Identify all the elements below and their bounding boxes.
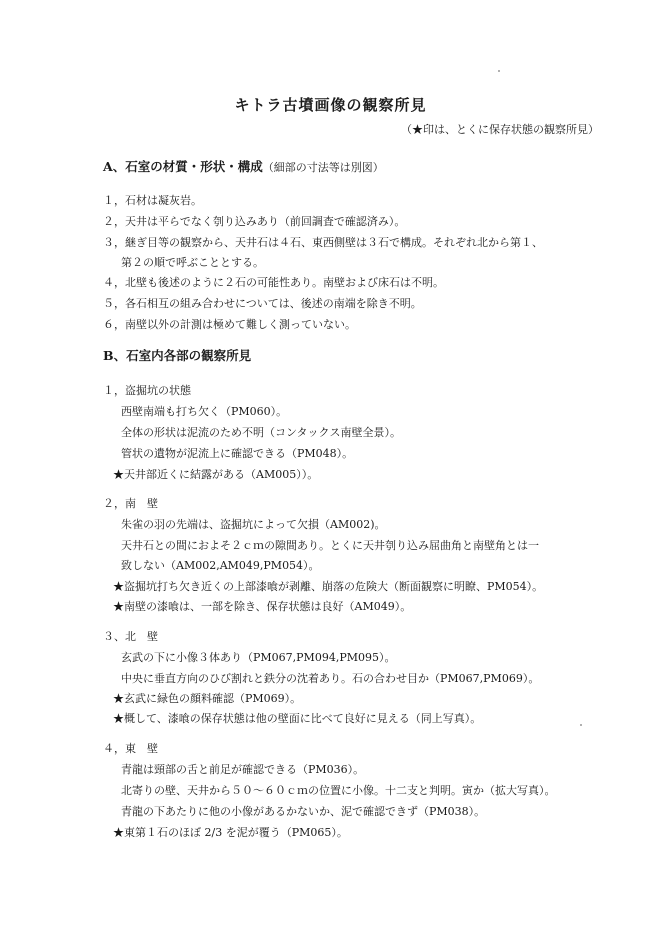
observation-line: 朱雀の羽の先端は、盗掘坑によって欠損（AM002)。 <box>121 518 386 531</box>
section-a-note: （細部の寸法等は別図） <box>262 161 384 174</box>
starred-observation: ★盗掘坑打ち欠き近くの上部漆喰が剥離、崩落の危険大（断面観察に明瞭、PM054）。 <box>113 580 544 593</box>
observation-line: 全体の形状は泥流のため不明（コンタックス南壁全景）。 <box>121 426 401 439</box>
scan-speck <box>498 70 500 72</box>
observation-line: 青龍は頸部の舌と前足が確認できる（PM036）。 <box>121 763 365 776</box>
group-header-south-wall: ２，南 壁 <box>103 497 158 510</box>
observation-line: 中央に垂直方向のひび割れと鉄分の沈着あり。石の合わせ目か（PM067,PM069）。 <box>121 672 540 685</box>
observation-line: 西壁南端も打ち欠く（PM060）。 <box>121 405 288 418</box>
list-item: １，石材は凝灰岩。 <box>103 194 202 207</box>
group-header-east-wall: ４，東 壁 <box>103 742 158 755</box>
page-title: キトラ古墳画像の観察所見 <box>234 96 427 114</box>
observation-line: 北寄りの壁、天井から５０～６０ｃｍの位置に小像。十二支と判明。寅か（拡大写真）。 <box>121 784 556 797</box>
list-item: ２，天井は平らでなく刳り込みあり（前回調査で確認済み）。 <box>103 215 406 228</box>
section-a-title: A、石室の材質・形状・構成 <box>103 159 263 174</box>
observation-line: 致しない（AM002,AM049,PM054）。 <box>121 559 320 572</box>
group-header-tunnel: １，盗掘坑の状態 <box>103 384 191 397</box>
scan-speck <box>580 724 582 726</box>
starred-observation: ★南壁の漆喰は、一部を除き、保存状態は良好（AM049）。 <box>113 600 412 613</box>
observation-line: 玄武の下に小像３体あり（PM067,PM094,PM095）。 <box>121 651 396 664</box>
list-item: ５，各石相互の組み合わせについては、後述の南端を除き不明。 <box>103 297 422 310</box>
starred-observation: ★玄武に緑色の顔料確認（PM069）。 <box>113 692 302 705</box>
starred-observation: ★天井部近くに結露がある（AM005））。 <box>113 468 319 481</box>
list-item: ３，継ぎ目等の観察から、天井石は４石、東西側壁は３石で構成。それぞれ北から第１、 <box>103 236 543 249</box>
starred-observation: ★東第１石のほぼ 2/3 を泥が覆う（PM065）。 <box>113 826 348 839</box>
group-header-north-wall: ３、北 壁 <box>103 630 158 643</box>
starred-observation: ★概して、漆喰の保存状態は他の壁面に比べて良好に見える（同上写真）。 <box>113 712 482 725</box>
list-item-continuation: 第２の順で呼ぶこととする。 <box>121 256 264 269</box>
observation-line: 天井石との間におよそ２ｃｍの隙間あり。とくに天井刳り込み屈曲角と南壁角とは一 <box>121 539 539 552</box>
section-a-heading <box>103 157 384 175</box>
list-item: ４，北壁も後述のように２石の可能性あり。南壁および床石は不明。 <box>103 276 444 289</box>
observation-line: 管状の遺物が泥流上に確認できる（PM048）。 <box>121 447 354 460</box>
page-subtitle: （★印は、とくに保存状態の観察所見） <box>401 123 599 136</box>
section-b-heading: B、石室内各部の観察所見 <box>103 348 252 363</box>
list-item: ６，南壁以外の計測は極めて難しく測っていない。 <box>103 318 356 331</box>
observation-line: 青龍の下あたりに他の小像があるかないか、泥で確認できず（PM038）。 <box>121 805 486 818</box>
